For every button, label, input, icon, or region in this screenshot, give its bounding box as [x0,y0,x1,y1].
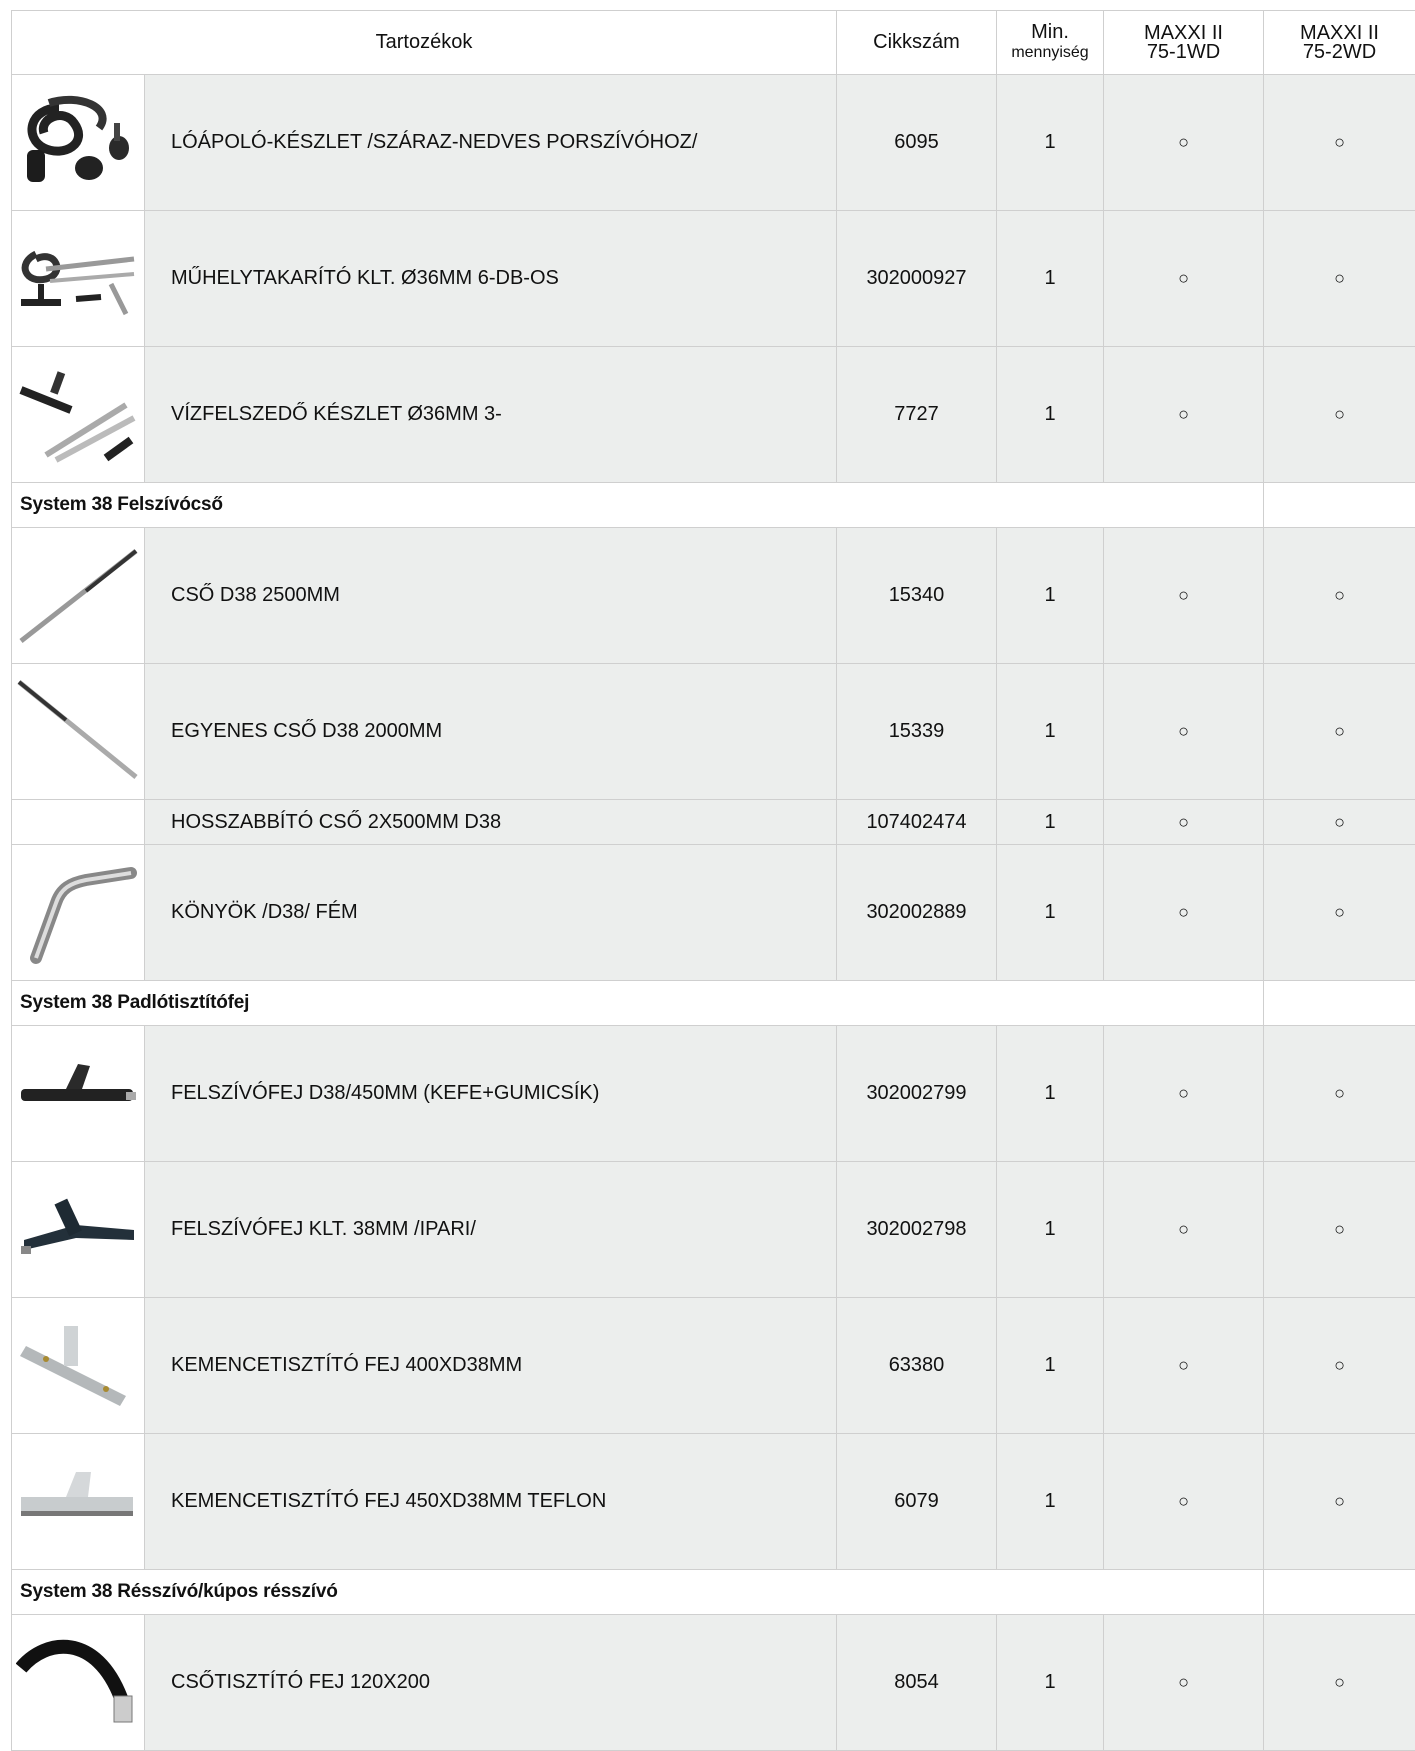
table-row [12,800,1415,845]
article-number: 15339 [837,664,997,800]
model1-availability: ○ [1104,1026,1264,1162]
product-name: LÓÁPOLÓ-KÉSZLET /SZÁRAZ-NEDVES PORSZÍVÓHOZ/ [145,75,837,211]
model1-availability: ○ [1104,664,1264,800]
model1-availability: ○ [1104,211,1264,347]
product-name: HOSSZABBÍTÓ CSŐ 2X500MM D38 [145,800,837,845]
header-article-number: Cikkszám [837,11,997,75]
min-quantity: 1 [997,1298,1104,1434]
product-name: KÖNYÖK /D38/ FÉM [145,845,837,981]
section-row [12,981,1415,1026]
article-number: 6079 [837,1434,997,1570]
header-model2-line1: MAXXI II [1300,22,1379,44]
workshop-cleaning-kit-icon [12,229,144,329]
section-empty-cell [1264,483,1415,528]
product-image-cell [12,347,145,483]
model1-availability: ○ [1104,1162,1264,1298]
oven-cleaning-head-icon [12,1311,144,1421]
pipe-cleaning-head-icon [12,1628,144,1738]
model2-availability: ○ [1264,1615,1415,1751]
model2-availability: ○ [1264,1298,1415,1434]
header-min-quantity [997,11,1104,75]
model2-availability: ○ [1264,528,1415,664]
model2-availability: ○ [1264,75,1415,211]
product-image-cell [12,1026,145,1162]
model1-availability: ○ [1104,528,1264,664]
model2-availability: ○ [1264,1162,1415,1298]
min-quantity: 1 [997,800,1104,845]
section-row [12,483,1415,528]
teflon-oven-head-icon [12,1457,144,1547]
model2-availability: ○ [1264,664,1415,800]
header-accessories: Tartozékok [12,11,837,75]
article-number: 302000927 [837,211,997,347]
product-image-cell [12,1434,145,1570]
section-title: System 38 Padlótisztítófej [12,981,1264,1026]
section-empty-cell [1264,1570,1415,1615]
header-model-2 [1264,11,1415,75]
elbow-pipe-icon [12,858,144,968]
article-number: 63380 [837,1298,997,1434]
product-name: KEMENCETISZTÍTÓ FEJ 450XD38MM TEFLON [145,1434,837,1570]
model1-availability: ○ [1104,1298,1264,1434]
product-image-cell [12,800,145,845]
table-row [12,1026,1415,1162]
product-image-cell [12,1615,145,1751]
accessories-table [11,10,1415,1751]
table-row [12,845,1415,981]
model2-availability: ○ [1264,211,1415,347]
model2-availability: ○ [1264,800,1415,845]
section-row [12,1570,1415,1615]
model1-availability: ○ [1104,1434,1264,1570]
article-number: 7727 [837,347,997,483]
article-number: 6095 [837,75,997,211]
table-row [12,75,1415,211]
table-row [12,1434,1415,1570]
min-quantity: 1 [997,845,1104,981]
min-quantity: 1 [997,211,1104,347]
model2-availability: ○ [1264,1434,1415,1570]
article-number: 302002799 [837,1026,997,1162]
article-number: 107402474 [837,800,997,845]
product-image-cell [12,211,145,347]
header-min-line2: mennyiség [1011,44,1088,61]
article-number: 8054 [837,1615,997,1751]
table-row [12,1162,1415,1298]
min-quantity: 1 [997,347,1104,483]
header-min-line1: Min. [1031,21,1069,43]
section-title: System 38 Felszívócső [12,483,1264,528]
product-name: KEMENCETISZTÍTÓ FEJ 400XD38MM [145,1298,837,1434]
product-name: MŰHELYTAKARÍTÓ KLT. Ø36MM 6-DB-OS [145,211,837,347]
table-row [12,347,1415,483]
model1-availability: ○ [1104,1615,1264,1751]
table-row [12,1615,1415,1751]
product-name: CSŐTISZTÍTÓ FEJ 120X200 [145,1615,837,1751]
product-image-cell [12,1162,145,1298]
header-model1-line1: MAXXI II [1144,22,1223,44]
product-name: FELSZÍVÓFEJ D38/450MM (KEFE+GUMICSÍK) [145,1026,837,1162]
product-image-cell [12,1298,145,1434]
article-number: 15340 [837,528,997,664]
min-quantity: 1 [997,75,1104,211]
product-image-cell [12,664,145,800]
article-number: 302002798 [837,1162,997,1298]
header-row [12,11,1415,75]
model1-availability: ○ [1104,800,1264,845]
model1-availability: ○ [1104,75,1264,211]
min-quantity: 1 [997,1615,1104,1751]
tube-icon [12,541,144,651]
product-name: EGYENES CSŐ D38 2000MM [145,664,837,800]
product-image-cell [12,845,145,981]
header-model1-line2: 75-1WD [1147,41,1220,63]
min-quantity: 1 [997,1026,1104,1162]
product-name: FELSZÍVÓFEJ KLT. 38MM /IPARI/ [145,1162,837,1298]
product-image-cell [12,528,145,664]
article-number: 302002889 [837,845,997,981]
header-model-1 [1104,11,1264,75]
min-quantity: 1 [997,1162,1104,1298]
product-name: CSŐ D38 2500MM [145,528,837,664]
product-image-cell [12,75,145,211]
section-empty-cell [1264,981,1415,1026]
model1-availability: ○ [1104,347,1264,483]
model2-availability: ○ [1264,1026,1415,1162]
min-quantity: 1 [997,1434,1104,1570]
table-row [12,211,1415,347]
horse-grooming-kit-icon [12,88,144,198]
model2-availability: ○ [1264,347,1415,483]
industrial-floor-nozzle-icon [12,1180,144,1280]
model1-availability: ○ [1104,845,1264,981]
min-quantity: 1 [997,664,1104,800]
table-row [12,528,1415,664]
section-title: System 38 Résszívó/kúpos résszívó [12,1570,1264,1615]
water-pickup-kit-icon [12,360,144,470]
min-quantity: 1 [997,528,1104,664]
table-row [12,1298,1415,1434]
straight-tube-icon [12,677,144,787]
product-name: VÍZFELSZEDŐ KÉSZLET Ø36MM 3- [145,347,837,483]
floor-nozzle-icon [12,1054,144,1134]
header-model2-line2: 75-2WD [1303,41,1376,63]
model2-availability: ○ [1264,845,1415,981]
table-row [12,664,1415,800]
